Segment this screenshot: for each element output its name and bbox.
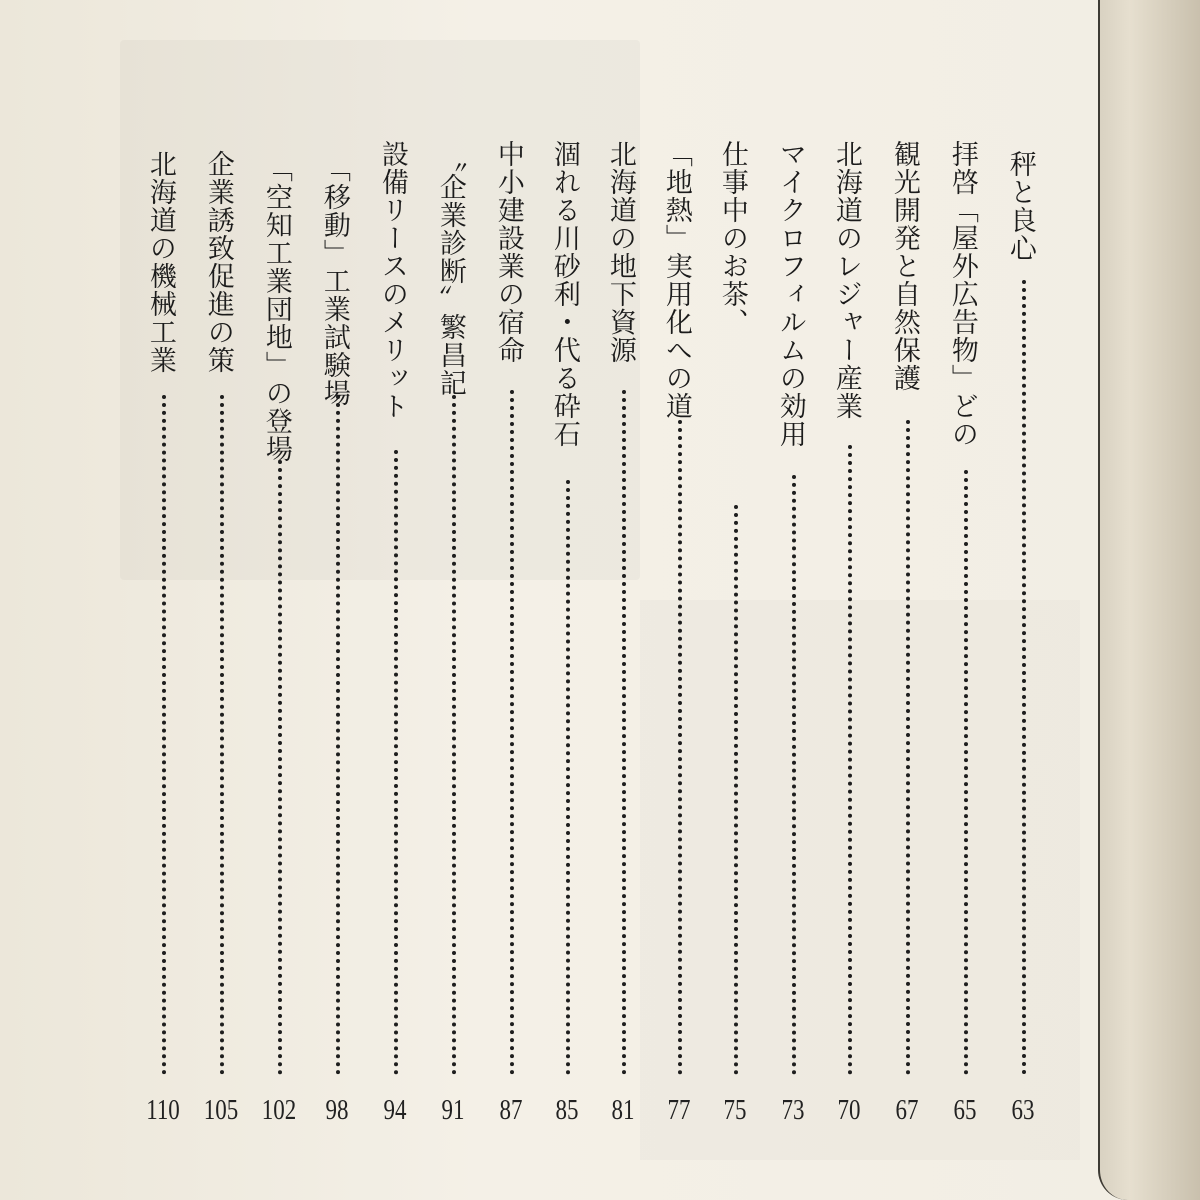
toc-entry[interactable] (140, 0, 190, 1200)
toc-entry-title: 涸れる川砂利・代る砕石 (548, 140, 580, 448)
toc-entry[interactable] (1000, 0, 1050, 1200)
toc-entry[interactable] (430, 0, 480, 1200)
toc-entry-page: 70 (837, 1095, 861, 1126)
toc-entry-title: 中小建設業の宿命 (492, 140, 524, 364)
toc-entry-page: 105 (203, 1095, 239, 1126)
toc-entry-title: 仕事中のお茶、 (716, 140, 748, 336)
toc-entry[interactable] (600, 0, 650, 1200)
dot-leader (452, 395, 456, 1075)
toc-entry[interactable] (314, 0, 364, 1200)
toc-entry-title: 観光開発と自然保護 (888, 140, 920, 392)
toc-entry-page: 63 (1011, 1095, 1035, 1126)
dot-leader (336, 395, 340, 1075)
dot-leader (394, 450, 398, 1075)
dot-leader (220, 395, 224, 1075)
toc-entry-page: 94 (383, 1095, 407, 1126)
toc-entry[interactable] (656, 0, 706, 1200)
toc-entry[interactable] (712, 0, 762, 1200)
toc-entry-page: 102 (261, 1095, 297, 1126)
toc-entry-page: 65 (953, 1095, 977, 1126)
toc-entry-page: 110 (146, 1095, 180, 1126)
toc-entry-title: 企業誘致促進の策 (202, 150, 234, 374)
toc-entry-title: 秤と良心 (1004, 150, 1036, 262)
toc-entry[interactable] (826, 0, 876, 1200)
toc-entry[interactable] (256, 0, 306, 1200)
dot-leader (848, 445, 852, 1075)
toc-entry-page: 73 (781, 1095, 805, 1126)
toc-entry[interactable] (372, 0, 422, 1200)
toc-entry-page: 91 (441, 1095, 465, 1126)
toc-entry-page: 75 (723, 1095, 747, 1126)
toc-entry[interactable] (884, 0, 934, 1200)
toc-entry-title: 北海道の機械工業 (144, 150, 176, 374)
toc-entry-page: 98 (325, 1095, 349, 1126)
toc-entry-page: 77 (667, 1095, 691, 1126)
toc-entry[interactable] (198, 0, 248, 1200)
dot-leader (1022, 280, 1026, 1075)
dot-leader (964, 470, 968, 1075)
toc-entry-page: 87 (499, 1095, 523, 1126)
toc-entry[interactable] (544, 0, 594, 1200)
toc-entry[interactable] (770, 0, 820, 1200)
dot-leader (510, 390, 514, 1075)
toc-entry[interactable] (488, 0, 538, 1200)
toc-entry-title: 北海道のレジャー産業 (830, 140, 862, 420)
toc-entry-title: 設備リースのメリット (376, 140, 408, 420)
dot-leader (734, 505, 738, 1075)
toc-entry-title: 〝企業診断〟繁昌記 (434, 145, 466, 397)
toc-entry[interactable] (942, 0, 992, 1200)
toc-entry-page: 67 (895, 1095, 919, 1126)
right-page-edge (1098, 0, 1200, 1200)
toc-entry-title: 「地熱」実用化への道 (660, 140, 692, 420)
toc-entry-title: 「空知工業団地」の登場 (260, 155, 292, 463)
toc-entry-title: 北海道の地下資源 (604, 140, 636, 364)
toc-entry-title: マイクロフィルムの効用 (774, 140, 806, 448)
dot-leader (162, 395, 166, 1075)
toc-entry-page: 85 (555, 1095, 579, 1126)
dot-leader (622, 390, 626, 1075)
dot-leader (678, 420, 682, 1075)
dot-leader (906, 420, 910, 1075)
toc-entry-page: 81 (611, 1095, 635, 1126)
dot-leader (278, 460, 282, 1075)
dot-leader (792, 475, 796, 1075)
toc-entry-title: 拝啓「屋外広告物」どの (946, 140, 978, 448)
dot-leader (566, 480, 570, 1075)
toc-entry-title: 「移動」工業試験場 (318, 155, 350, 407)
